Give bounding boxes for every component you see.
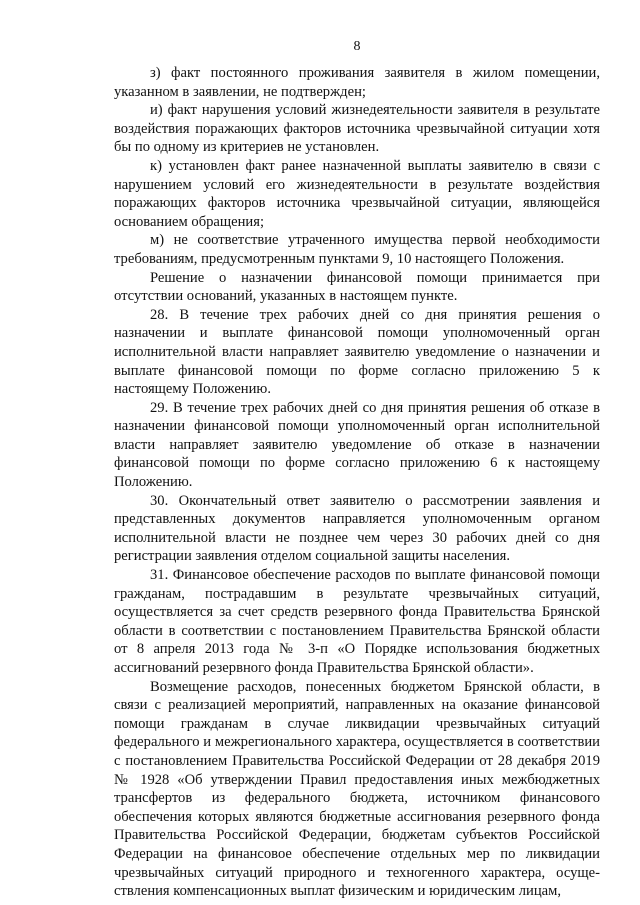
paragraph-28: 28. В течение трех рабочих дней со дня принятия решения о назначении и выплате финансовой помощи уполномоченный орган исполнительной власти направляет заявителю уведомление о назначении и выплате финансовой помощи по форме согласно приложению 5 к настоящему Положению.	[114, 306, 600, 398]
paragraph-29: 29. В течение трех рабочих дней со дня принятия решения об отказе в назначении финансовой помощи уполномоченный орган исполнительной власти направляет заявителю уведомление об отказе в назначении финансовой помощи по форме согласно приложению 6 к настоящему Положению.	[114, 399, 600, 491]
paragraph-31: 31. Финансовое обеспечение расходов по выплате финансовой помощи гражданам, пострадавшим в результате чрезвычайных ситуаций, осуществляется за счет средств резервного фонда Правительства Брянской области в соответствии с постановлением Правительства Брянской области от 8 апреля 2013 года № 3-п «О Порядке использования бюджетных ассигнований резервного фонда Правительства Брянской области».	[114, 567, 600, 676]
page-number: 8	[353, 39, 361, 54]
document-body	[114, 64, 600, 901]
paragraph-m: м) не соответствие утраченного имущества первой необходимости требованиям, предусмотренным пунктами 9, 10 настоящего Положения.	[114, 232, 600, 267]
paragraph-i: и) факт нарушения условий жизнедеятельности заявителя в результате воздействия поражающих факторов источника чрезвычайной ситуации хотя бы по одному из критериев не установлен.	[114, 102, 600, 156]
paragraph-z: з) факт постоянного проживания заявителя в жилом помещении, указанном в заявлении, не подтвержден;	[114, 65, 600, 100]
paragraph-30: 30. Окончательный ответ заявителю о рассмотрении заявления и представленных документов направляется уполномоченным органом исполнительной власти не позднее чем через 30 рабочих дней со дня регистрации заявления отделом социальной защиты населения.	[114, 492, 600, 565]
paragraph-reimbursement: Возмещение расходов, понесенных бюджетом Брянской области, в связи с реализацией мероприятий, направленных на оказание финансовой помощи гражданам в случае ликвидации чрезвычайных ситуаций федерального и межрегионального характера, осуществляется в соответствии с постановлением Правительства Российской Федерации от 28 декабря 2019 № 1928 «Об утверждении Правил предоставления иных межбюджетных трансфертов из федерального бюджета, источником финансового обеспечения которых являются бюджетные ассигнования резервного фонда Правительства Российской Федерации, бюджетам субъектов Российской Федерации на финансовое обеспечение отдельных мер по ликвидации чрезвычайных ситуаций природного и техногенного характера, осуще-ствления компенсационных выплат физическим и юридическим лицам,	[114, 678, 600, 900]
paragraph-decision: Решение о назначении финансовой помощи принимается при отсутствии оснований, указанных в настоящем пункте.	[114, 269, 600, 305]
paragraph-k: к) установлен факт ранее назначенной выплаты заявителю в связи с нарушением условий его жизнедеятельности в результате воздействия поражающих факторов источника чрезвычайной ситуации, являющейся основанием обращения;	[114, 157, 600, 230]
